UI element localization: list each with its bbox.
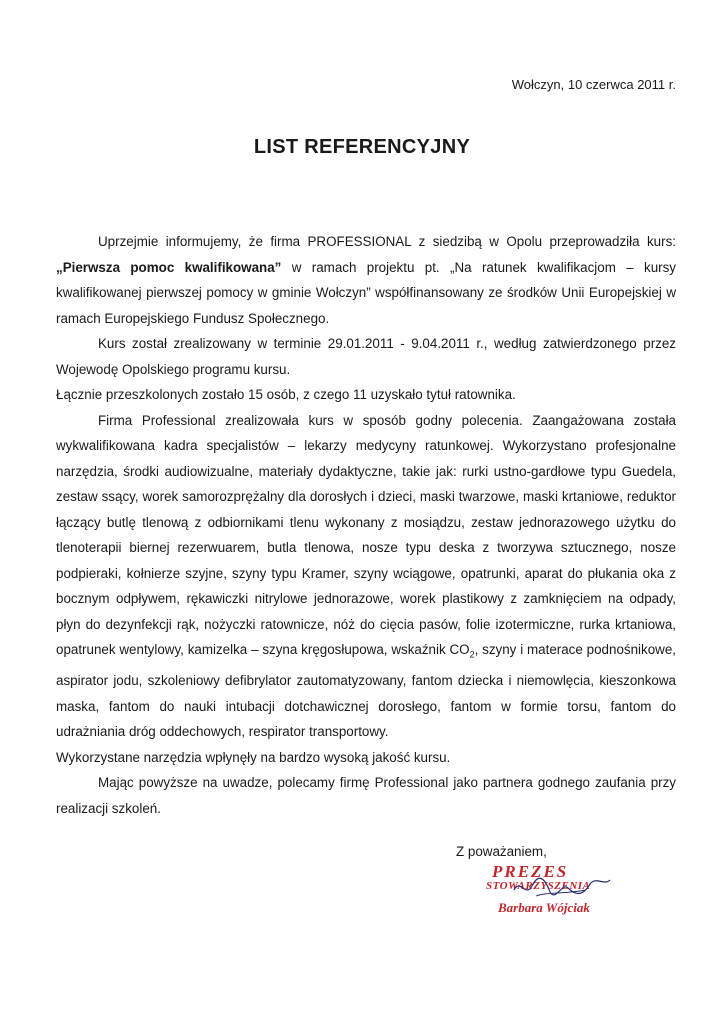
paragraph-course-info [56, 229, 676, 331]
paragraph-text: Uprzejmie informujemy, że firma PROFESSIONAL z siedzibą w Opolu przeprowadziła kurs: [98, 234, 676, 249]
stamp-organization: STOWARZYSZENIA [486, 880, 591, 892]
stamp-name: Barbara Wójciak [498, 900, 590, 915]
paragraph-recommendation: Mając powyższe na uwadze, polecamy firmę Professional jako partnera godnego zaufania przy realizacji szkoleń. [56, 775, 676, 816]
signature-stamp [486, 862, 616, 924]
paragraph-equipment [56, 408, 676, 745]
letter-date: Wołczyn, 10 czerwca 2011 r. [511, 77, 676, 92]
paragraph-text: , szyny i materace podnośnikowe, aspirator jodu, szkoleniowy defibrylator zautomatyzowany, fantom dziecka i niemowlęcia, kieszonkowa maska, fantom do nauki intubacji dotchawicznej dorosłego, fantom w formie torsu, fantom do udrażniania dróg oddechowych, respirator transportowy. [56, 642, 676, 740]
handwritten-signature [506, 868, 616, 908]
letter-body [56, 229, 676, 821]
letter-title: LIST REFERENCYJNY [253, 136, 471, 158]
paragraph-course-term: Kurs został zrealizowany w terminie 29.01.2011 - 9.04.2011 r., według zatwierdzonego przez Wojewodę Opolskiego programu kursu. [56, 336, 676, 377]
paragraph-text: w ramach projektu pt. „Na ratunek kwalifikacjom – kursy kwalifikowanej pierwszej pomocy w gminie Wołczyn” współfinansowany ze środków Unii Europejskiej w ramach Europejskiego Fundusz Społecznego. [56, 259, 676, 326]
paragraph-participants: Łącznie przeszkolonych zostało 15 osób, z czego 11 uzyskało tytuł ratownika. [56, 387, 516, 402]
closing-greeting: Z poważaniem, [456, 844, 547, 859]
paragraph-quality: Wykorzystane narzędzia wpłynęły na bardzo wysoką jakość kursu. [56, 749, 451, 765]
course-name: „Pierwsza pomoc kwalifikowana” [56, 259, 282, 275]
paragraph-text: Firma Professional zrealizowała kurs w sposób godny polecenia. Zaangażowana została wykwalifikowana kadra specjalistów – lekarzy medycyny ratunkowej. Wykorzystano profesjonalne narzędzia, środki audiowizualne, materiały dydaktyczne, takie jak: rurki ustno-gardłowe typu Guedela, zestaw ssący, worek samorozprężalny dla dorosłych i dzieci, maski twarzowe, maski krtaniowe, reduktor łączący butlę tlenową z odbiornikami tlenu wykonany z mosiądzu, zestaw jednorazowego użytku do tlenoterapii biernej rezerwuarem, butla tlenowa, nosze typu deska z tworzywa sztucznego, nosze podpieraki, kołnierze szyjne, szyny typu Kramer, szyny wciągowe, opatrunki, aparat do płukania oka z bocznym odpływem, rękawiczki nitrylowe jednorazowe, worek plastikowy z zamknięciem na odpady, płyn do dezynfekcji rąk, nożyczki ratownicze, nóż do cięcia pasów, folie izotermiczne, rurka krtaniowa, opatrunek wentylowy, kamizelka – szyna kręgosłupowa, wskaźnik CO [56, 412, 676, 657]
subscript: 2 [469, 649, 475, 660]
stamp-title: PREZES [492, 862, 569, 881]
